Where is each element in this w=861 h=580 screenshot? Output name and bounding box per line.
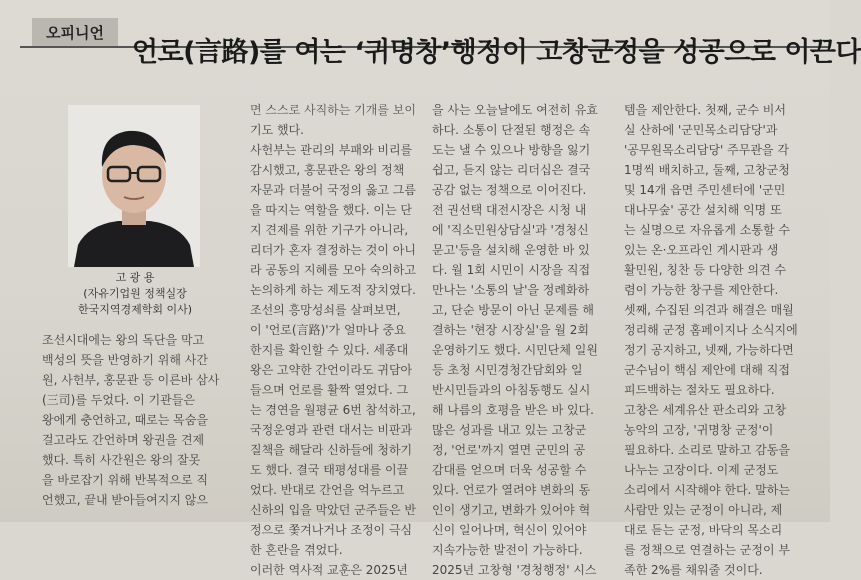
text-line: 국정운영과 관련 대서는 비판과 bbox=[250, 423, 413, 437]
text-line: 기도 했다. bbox=[250, 123, 304, 137]
text-line: 을 사는 오늘날에도 여전히 유효 bbox=[432, 103, 598, 117]
text-line: (三司)를 두었다. 이 기관들은 bbox=[42, 393, 195, 407]
text-line: 사헌부는 관리의 부패와 비리를 bbox=[250, 143, 413, 157]
text-line: 셋째, 수집된 의견과 해결은 매월 bbox=[624, 303, 794, 317]
text-line: 피드백하는 절차도 필요하다. bbox=[624, 383, 775, 397]
text-line: 나누는 고장이다. 이제 군정도 bbox=[624, 463, 779, 477]
text-line: 걸고라도 간언하며 왕권을 견제 bbox=[42, 433, 205, 447]
text-line: 했다. 특히 사간원은 왕의 잘못 bbox=[42, 453, 201, 467]
text-line: 등 초청 시민경청간담회와 일 bbox=[432, 363, 583, 377]
text-line: 필요하다. 소리로 말하고 감동을 bbox=[624, 443, 790, 457]
text-line: 사람만 있는 군정이 아니라, 제 bbox=[624, 503, 783, 517]
text-line: 결하는 '현장 시장실'을 월 2회 bbox=[432, 323, 590, 337]
text-line: 왕에게 충언하고, 때로는 목숨을 bbox=[42, 413, 208, 427]
text-line: 이 '언로(言路)'가 얼마나 중요 bbox=[250, 323, 406, 337]
text-line: 다. 월 1회 시민이 시장을 직접 bbox=[432, 263, 591, 277]
text-line: 이러한 역사적 교훈은 2025년 bbox=[250, 563, 408, 577]
text-line: 질책을 해달라 신하들에 청하기 bbox=[250, 443, 413, 457]
text-line: 많은 성과를 내고 있는 고창군 bbox=[432, 423, 587, 437]
text-line: 정기 공지하고, 넷째, 가능하다면 bbox=[624, 343, 794, 357]
text-line: 반시민들과의 아침동행도 실시 bbox=[432, 383, 591, 397]
text-line: 쉽고, 듣지 않는 리더십은 결국 bbox=[432, 163, 591, 177]
text-line: 조선시대에는 왕의 독단을 막고 bbox=[42, 333, 205, 347]
text-line: 정, '언로'까지 열면 군민의 공 bbox=[432, 443, 586, 457]
author-byline bbox=[40, 270, 230, 318]
text-line: 고, 단순 방문이 아닌 문제를 해 bbox=[432, 303, 594, 317]
text-line: 지 견제를 위한 기구가 아니라, bbox=[250, 223, 409, 237]
text-line: 있다. 언로가 열려야 변화의 동 bbox=[432, 483, 591, 497]
text-line: 렴이 가능한 창구를 제안한다. bbox=[624, 283, 779, 297]
text-line: 공감 없는 정책으로 이어진다. bbox=[432, 183, 587, 197]
text-line: 1명씩 배치하고, 둘째, 고창군청 bbox=[624, 163, 790, 177]
text-line: 템을 제안한다. 첫째, 군수 비서 bbox=[624, 103, 786, 117]
text-line: 었다. 반대로 간언을 억누르고 bbox=[250, 483, 405, 497]
text-line: 원, 사헌부, 홍문관 등 이른바 삼사 bbox=[42, 373, 220, 387]
text-line: 하다. 소통이 단절된 행정은 속 bbox=[432, 123, 591, 137]
author-name: 고 광 용 bbox=[115, 271, 155, 284]
text-line: 조선의 흥망성쇠를 살펴보면, bbox=[250, 303, 401, 317]
text-line: 한지를 확인할 수 있다. 세종대 bbox=[250, 343, 409, 357]
text-line: 는 실명으로 자유롭게 소통할 수 bbox=[624, 223, 790, 237]
text-line: 도 했다. 결국 태평성대를 이끌 bbox=[250, 463, 409, 477]
article-column-3 bbox=[432, 100, 610, 580]
text-line: 전 권선택 대전시장은 시청 내 bbox=[432, 203, 587, 217]
text-line: 운영하기도 했다. 시민단체 일원 bbox=[432, 343, 598, 357]
text-line: 감시했고, 홍문관은 왕의 정책 bbox=[250, 163, 405, 177]
text-line: 정으로 쫓겨나거나 조정이 극심 bbox=[250, 523, 413, 537]
text-line: 라 공동의 지혜를 모아 숙의하고 bbox=[250, 263, 416, 277]
text-line: 소리에서 시작해야 한다. 말하는 bbox=[624, 483, 790, 497]
text-line: 고창은 세계유산 판소리와 고창 bbox=[624, 403, 787, 417]
text-line: 문고'등을 설치해 운영한 바 있 bbox=[432, 243, 590, 257]
text-line: 정리해 군정 홈페이지나 소식지에 bbox=[624, 323, 798, 337]
text-line: 신하의 입을 막았던 군주들은 반 bbox=[250, 503, 416, 517]
text-line: 족한 2%를 채워줄 것이다. bbox=[624, 563, 763, 577]
text-line: 을 따지는 역할을 했다. 이는 단 bbox=[250, 203, 412, 217]
text-line: 자문과 더불어 국정의 옳고 그름 bbox=[250, 183, 416, 197]
text-line: 백성의 뜻을 반영하기 위해 사간 bbox=[42, 353, 208, 367]
text-line: 인이 생기고, 변화가 있어야 혁 bbox=[432, 503, 591, 517]
author-affiliation: 한국지역경제학회 이사) bbox=[77, 303, 193, 316]
text-line: 군수님이 핵심 제안에 대해 직접 bbox=[624, 363, 790, 377]
text-line: 들으며 언로를 활짝 열었다. 그 bbox=[250, 383, 409, 397]
text-line: 2025년 고창형 '경청행정' 시스 bbox=[432, 563, 597, 577]
text-line: 논의하게 하는 제도적 장치였다. bbox=[250, 283, 416, 297]
text-line: 대나무숲' 공간 설치해 익명 또 bbox=[624, 203, 782, 217]
author-photo bbox=[68, 105, 200, 267]
text-line: 활민원, 칭찬 등 다양한 의견 수 bbox=[624, 263, 786, 277]
text-line: 만나는 '소통의 날'을 정례화하 bbox=[432, 283, 590, 297]
text-line: 언했고, 끝내 받아들여지지 않으 bbox=[42, 493, 208, 507]
article-column-4 bbox=[624, 100, 820, 580]
text-line: 면 스스로 사직하는 기개를 보이 bbox=[250, 103, 416, 117]
author-portrait-image bbox=[68, 105, 200, 267]
text-line: 한 혼란을 겪었다. bbox=[250, 543, 343, 557]
text-line: 감대를 얻으며 더욱 성공할 수 bbox=[432, 463, 587, 477]
text-line: 농악의 고장, '귀명창 군정'이 bbox=[624, 423, 774, 437]
text-line: 는 경연을 월평균 6번 참석하고, bbox=[250, 403, 416, 417]
text-line: 및 14개 읍면 주민센터에 '군민 bbox=[624, 183, 786, 197]
text-line: 왕은 고약한 간언이라도 귀담아 bbox=[250, 363, 413, 377]
text-line: 을 바로잡기 위해 반복적으로 직 bbox=[42, 473, 208, 487]
text-line: 리더가 혼자 결정하는 것이 아니 bbox=[250, 243, 416, 257]
headline: 언로(言路)를 여는 ‘귀명창’행정이 고창군정을 성공으로 이끈다 bbox=[132, 37, 861, 68]
article-column-2 bbox=[250, 100, 420, 580]
text-line: 를 정책으로 연결하는 군정이 부 bbox=[624, 543, 790, 557]
text-line: 도는 낼 수 있으나 방향을 잃기 bbox=[432, 143, 591, 157]
author-title: (자유기업원 정책실장 bbox=[83, 287, 187, 300]
article-column-1 bbox=[42, 330, 232, 510]
text-line: 실 산하에 '군민목소리담당'과 bbox=[624, 123, 778, 137]
text-line: 지속가능한 발전이 가능하다. bbox=[432, 543, 583, 557]
text-line: 해 나름의 호평을 받은 바 있다. bbox=[432, 403, 594, 417]
section-tag: 오피니언 bbox=[32, 18, 118, 46]
text-line: 있는 온·오프라인 게시판과 생 bbox=[624, 243, 779, 257]
text-line: '공무원목소리담당' 주무관을 각 bbox=[624, 143, 789, 157]
text-line: 신이 일어나며, 혁신이 있어야 bbox=[432, 523, 587, 537]
text-line: 대로 듣는 군정, 바닥의 목소리 bbox=[624, 523, 783, 537]
text-line: 에 '직소민원상담실'과 '경청신 bbox=[432, 223, 589, 237]
